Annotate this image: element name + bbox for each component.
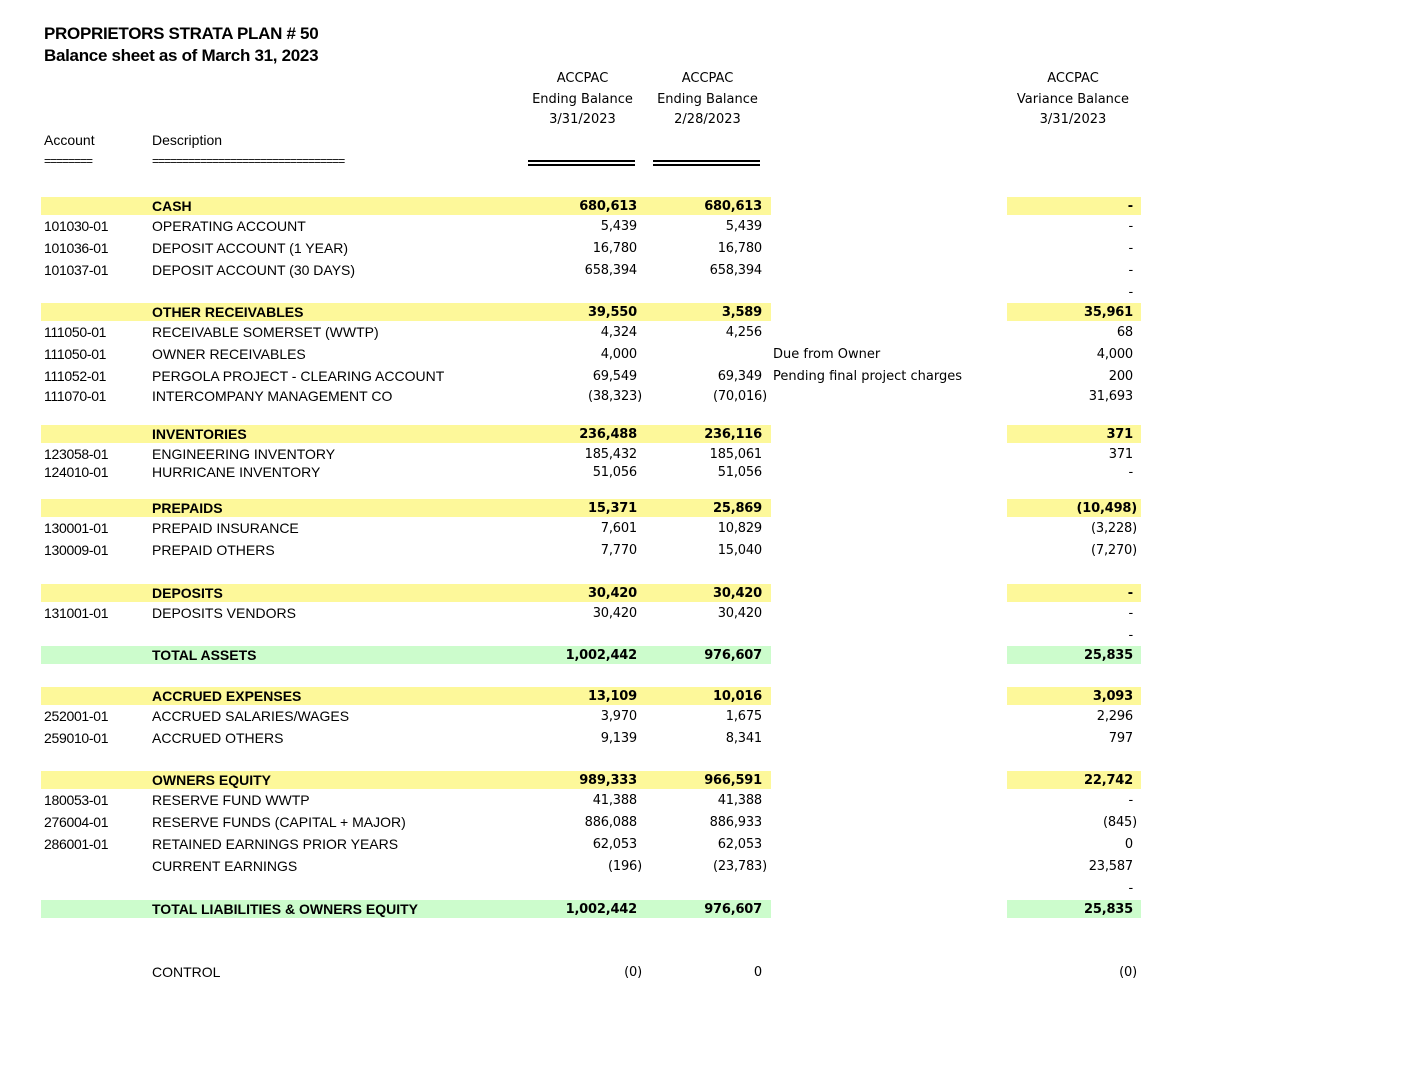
- balance-feb-2023: 41,388: [717, 793, 762, 808]
- account-description: HURRICANE INVENTORY: [152, 464, 321, 480]
- section-row: [0, 424, 1408, 444]
- total-row: [0, 899, 1408, 919]
- account-number: 111050-01: [44, 346, 107, 362]
- variance-balance: 371: [1108, 447, 1133, 462]
- table-row: [0, 812, 1408, 832]
- balance-mar-2023: (0): [624, 965, 642, 980]
- balance-feb-2023: 10,016: [713, 689, 762, 704]
- row-note: Due from Owner: [773, 347, 881, 362]
- balance-feb-2023: 3,589: [721, 305, 762, 320]
- variance-balance: 797: [1108, 731, 1133, 746]
- balance-mar-2023: 39,550: [588, 305, 637, 320]
- table-row: [0, 386, 1408, 406]
- section-row: [0, 498, 1408, 518]
- column-header-ending-balance-feb: [645, 69, 770, 131]
- balance-mar-2023: 185,432: [584, 447, 637, 462]
- account-number: 123058-01: [44, 446, 109, 462]
- account-rule: ========: [44, 154, 93, 168]
- variance-balance: -: [1128, 606, 1133, 621]
- col1-line1: ACCPAC: [556, 71, 609, 86]
- spacer-row: [0, 878, 1408, 898]
- variance-balance: -: [1127, 199, 1133, 214]
- account-number: 276004-01: [44, 814, 109, 830]
- account-description: ENGINEERING INVENTORY: [152, 446, 336, 462]
- account-description: OPERATING ACCOUNT: [152, 218, 306, 234]
- balance-feb-2023: 4,256: [725, 325, 762, 340]
- variance-balance: 25,835: [1084, 902, 1133, 917]
- account-description: ACCRUED SALARIES/WAGES: [152, 708, 350, 724]
- balance-feb-2023: 966,591: [704, 773, 762, 788]
- variance-highlight: [1007, 197, 1141, 215]
- balance-mar-2023: 30,420: [588, 586, 637, 601]
- balance-feb-2023: 69,349: [717, 369, 762, 384]
- col3-line3: 3/31/2023: [1039, 112, 1107, 127]
- row-highlight: [41, 197, 771, 215]
- account-number: 101037-01: [44, 262, 109, 278]
- variance-balance: -: [1128, 881, 1133, 896]
- table-row: [0, 322, 1408, 342]
- description-rule: ================================: [152, 154, 345, 168]
- variance-balance: (845): [1103, 815, 1137, 830]
- table-row: [0, 518, 1408, 538]
- col1-line2: Ending Balance: [532, 91, 633, 107]
- table-row: [0, 344, 1408, 364]
- account-description: PREPAID OTHERS: [152, 542, 275, 558]
- account-description: OWNER RECEIVABLES: [152, 346, 306, 362]
- balance-feb-2023: 25,869: [713, 501, 762, 516]
- balance-feb-2023: 16,780: [717, 241, 762, 256]
- balance-feb-2023: 185,061: [709, 447, 762, 462]
- variance-balance: -: [1128, 465, 1133, 480]
- balance-mar-2023: 236,488: [579, 427, 637, 442]
- balance-mar-2023: 15,371: [588, 501, 637, 516]
- account-description: CASH: [152, 198, 192, 214]
- total-row: [0, 645, 1408, 665]
- account-description: DEPOSIT ACCOUNT (30 DAYS): [152, 262, 356, 278]
- account-number: 252001-01: [44, 708, 109, 724]
- section-row: [0, 583, 1408, 603]
- variance-balance: (10,498): [1076, 501, 1137, 516]
- balance-feb-2023: 30,420: [713, 586, 762, 601]
- balance-mar-2023: 62,053: [592, 837, 637, 852]
- control-row: [0, 962, 1408, 982]
- col3-line2: Variance Balance: [1016, 91, 1130, 107]
- variance-balance: 200: [1108, 369, 1133, 384]
- table-row: [0, 706, 1408, 726]
- account-description: INVENTORIES: [152, 426, 247, 442]
- section-row: [0, 770, 1408, 790]
- account-description: RECEIVABLE SOMERSET (WWTP): [152, 324, 379, 340]
- section-row: [0, 302, 1408, 322]
- balance-feb-2023: 62,053: [717, 837, 762, 852]
- table-row: [0, 260, 1408, 280]
- table-row: [0, 444, 1408, 464]
- account-number: 131001-01: [44, 605, 109, 621]
- variance-balance: 25,835: [1084, 648, 1133, 663]
- balance-feb-2023: 10,829: [717, 521, 762, 536]
- balance-mar-2023: 7,601: [600, 521, 637, 536]
- variance-balance: -: [1128, 241, 1133, 256]
- account-description: PREPAID INSURANCE: [152, 520, 299, 536]
- table-row: [0, 856, 1408, 876]
- balance-mar-2023: 16,780: [592, 241, 637, 256]
- table-row: [0, 366, 1408, 386]
- account-number: 180053-01: [44, 792, 109, 808]
- description-column-label: Description: [152, 132, 223, 148]
- row-highlight: [41, 687, 771, 705]
- variance-balance: -: [1128, 285, 1133, 300]
- variance-balance: 3,093: [1092, 689, 1133, 704]
- table-row: [0, 540, 1408, 560]
- account-number: 111052-01: [44, 368, 107, 384]
- balance-mar-2023: 680,613: [579, 199, 637, 214]
- column-header-variance-balance: [1000, 69, 1146, 131]
- account-number: 259010-01: [44, 730, 109, 746]
- table-row: [0, 728, 1408, 748]
- variance-balance: 23,587: [1088, 859, 1133, 874]
- balance-feb-2023: 976,607: [704, 648, 762, 663]
- account-description: CURRENT EARNINGS: [152, 858, 298, 874]
- balance-feb-2023: (70,016): [712, 389, 767, 404]
- account-number: 101036-01: [44, 240, 109, 256]
- variance-balance: 0: [1124, 837, 1133, 852]
- col2-line2: Ending Balance: [657, 91, 758, 107]
- spacer-row: [0, 625, 1408, 645]
- spacer-row: [0, 282, 1408, 302]
- row-note: Pending final project charges: [773, 369, 962, 384]
- balance-feb-2023: 658,394: [709, 263, 762, 278]
- variance-balance: (7,270): [1091, 543, 1137, 558]
- balance-mar-2023: 658,394: [584, 263, 637, 278]
- account-description: DEPOSIT ACCOUNT (1 YEAR): [152, 240, 349, 256]
- account-number: 124010-01: [44, 464, 109, 480]
- col1-line3: 3/31/2023: [549, 112, 616, 127]
- account-column-label: Account: [44, 132, 95, 148]
- balance-feb-2023: 5,439: [725, 219, 762, 234]
- section-row: [0, 686, 1408, 706]
- table-row: [0, 216, 1408, 236]
- balance-feb-2023: 8,341: [725, 731, 762, 746]
- balance-mar-2023: 13,109: [588, 689, 637, 704]
- balance-mar-2023: 989,333: [579, 773, 637, 788]
- account-description: TOTAL LIABILITIES & OWNERS EQUITY: [152, 901, 419, 917]
- account-description: RESERVE FUNDS (CAPITAL + MAJOR): [152, 814, 406, 830]
- account-description: DEPOSITS VENDORS: [152, 605, 296, 621]
- variance-balance: -: [1128, 263, 1133, 278]
- account-number: 130009-01: [44, 542, 109, 558]
- row-highlight: [41, 303, 771, 321]
- balance-mar-2023: 41,388: [592, 793, 637, 808]
- col2-line3: 2/28/2023: [674, 112, 741, 127]
- variance-balance: -: [1128, 219, 1133, 234]
- balance-mar-2023: 4,000: [600, 347, 637, 362]
- variance-balance: (3,228): [1091, 521, 1137, 536]
- account-description: RETAINED EARNINGS PRIOR YEARS: [152, 836, 399, 852]
- table-row: [0, 238, 1408, 258]
- account-description: RESERVE FUND WWTP: [152, 792, 310, 808]
- balance-mar-2023: 7,770: [600, 543, 637, 558]
- balance-feb-2023: 30,420: [717, 606, 762, 621]
- account-number: 111070-01: [44, 388, 107, 404]
- balance-feb-2023: 15,040: [717, 543, 762, 558]
- account-number: 111050-01: [44, 324, 107, 340]
- account-description: TOTAL ASSETS: [152, 647, 257, 663]
- col3-line1: ACCPAC: [1047, 71, 1099, 86]
- variance-balance: (0): [1119, 965, 1137, 980]
- account-number: 101030-01: [44, 218, 109, 234]
- balance-mar-2023: 1,002,442: [565, 648, 637, 663]
- balance-feb-2023: 236,116: [704, 427, 762, 442]
- balance-feb-2023: 0: [753, 965, 762, 980]
- account-number: 130001-01: [44, 520, 109, 536]
- row-highlight: [41, 425, 771, 443]
- variance-balance: -: [1127, 586, 1133, 601]
- account-description: PERGOLA PROJECT - CLEARING ACCOUNT: [152, 368, 445, 384]
- table-row: [0, 790, 1408, 810]
- report-title: PROPRIETORS STRATA PLAN # 50: [44, 24, 319, 43]
- variance-balance: 68: [1116, 325, 1133, 340]
- balance-mar-2023: 51,056: [592, 465, 637, 480]
- balance-feb-2023: 51,056: [717, 465, 762, 480]
- variance-balance: 31,693: [1088, 389, 1133, 404]
- account-description: OTHER RECEIVABLES: [152, 304, 304, 320]
- variance-balance: 2,296: [1096, 709, 1133, 724]
- balance-feb-2023: 1,675: [725, 709, 762, 724]
- col1-double-rule: [528, 160, 635, 166]
- table-row: [0, 834, 1408, 854]
- variance-balance: 35,961: [1084, 305, 1133, 320]
- variance-balance: 4,000: [1096, 347, 1133, 362]
- col2-line1: ACCPAC: [681, 71, 734, 86]
- balance-feb-2023: (23,783): [712, 859, 767, 874]
- row-highlight: [41, 646, 771, 664]
- variance-highlight: [1007, 584, 1141, 602]
- variance-balance: -: [1128, 628, 1133, 643]
- account-number: 286001-01: [44, 836, 109, 852]
- account-description: CONTROL: [152, 964, 221, 980]
- balance-feb-2023: 680,613: [704, 199, 762, 214]
- variance-balance: -: [1128, 793, 1133, 808]
- report-subtitle: Balance sheet as of March 31, 2023: [44, 46, 319, 65]
- balance-mar-2023: (38,323): [587, 389, 642, 404]
- balance-mar-2023: 886,088: [584, 815, 637, 830]
- balance-mar-2023: 5,439: [600, 219, 637, 234]
- balance-mar-2023: (196): [608, 859, 642, 874]
- table-row: [0, 603, 1408, 623]
- balance-mar-2023: 3,970: [600, 709, 637, 724]
- row-highlight: [41, 584, 771, 602]
- balance-mar-2023: 1,002,442: [565, 902, 637, 917]
- row-highlight: [41, 499, 771, 517]
- account-description: PREPAIDS: [152, 500, 223, 516]
- account-description: DEPOSITS: [152, 585, 223, 601]
- balance-feb-2023: 886,933: [709, 815, 762, 830]
- column-header-ending-balance-mar: [520, 69, 645, 131]
- row-highlight: [41, 771, 771, 789]
- balance-mar-2023: 9,139: [600, 731, 637, 746]
- account-description: OWNERS EQUITY: [152, 772, 272, 788]
- table-row: [0, 462, 1408, 482]
- account-description: ACCRUED EXPENSES: [152, 688, 302, 704]
- balance-mar-2023: 4,324: [600, 325, 637, 340]
- variance-balance: 371: [1106, 427, 1133, 442]
- account-description: INTERCOMPANY MANAGEMENT CO: [152, 388, 393, 404]
- balance-mar-2023: 69,549: [592, 369, 637, 384]
- section-row: [0, 196, 1408, 216]
- account-description: ACCRUED OTHERS: [152, 730, 284, 746]
- balance-feb-2023: 976,607: [704, 902, 762, 917]
- col2-double-rule: [653, 160, 760, 166]
- balance-mar-2023: 30,420: [592, 606, 637, 621]
- variance-balance: 22,742: [1084, 773, 1133, 788]
